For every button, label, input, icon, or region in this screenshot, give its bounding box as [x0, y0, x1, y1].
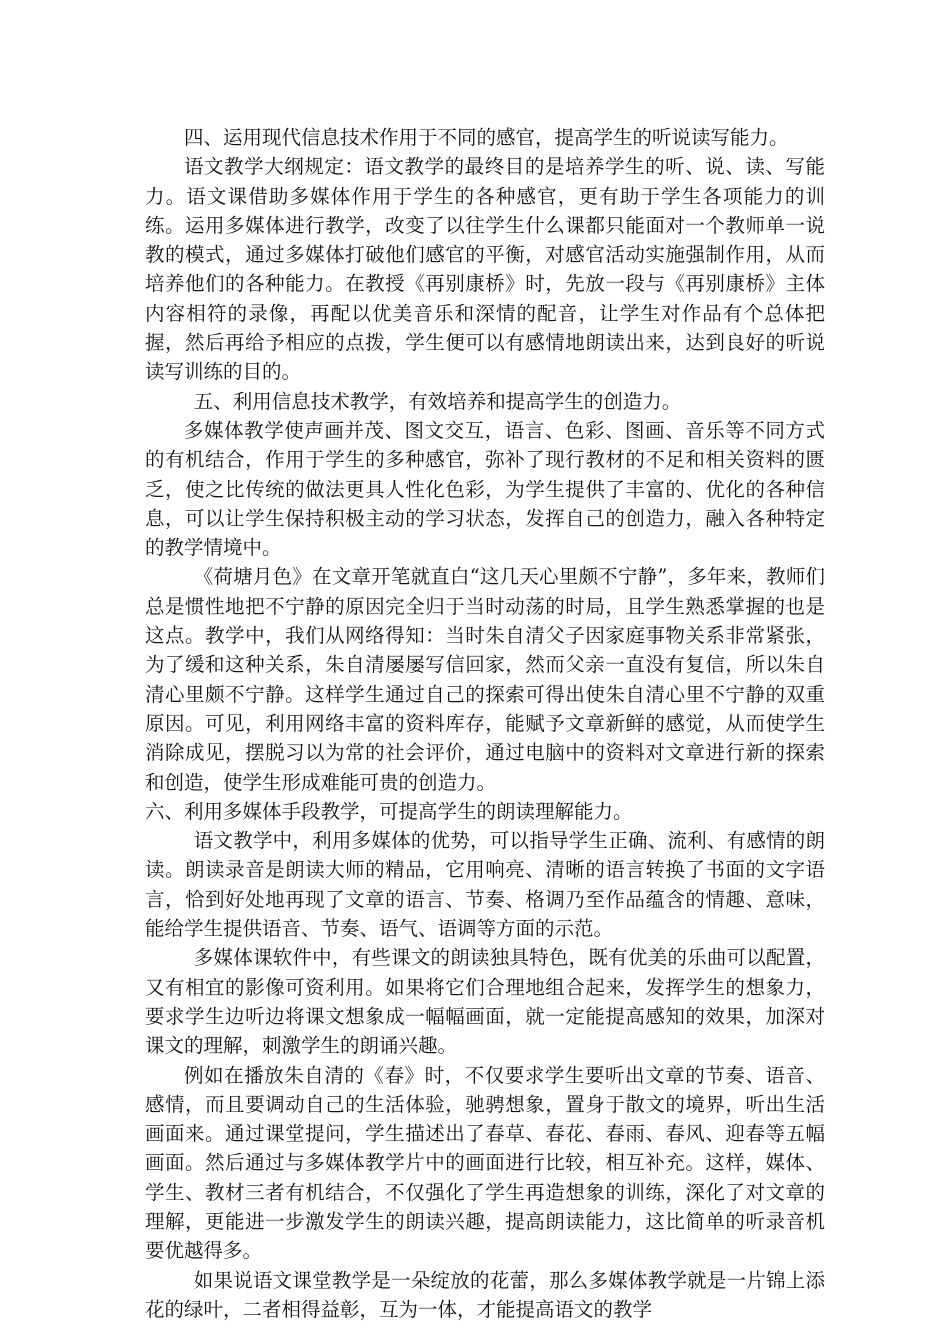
section-heading-6: 六、利用多媒体手段教学，可提高学生的朗读理解能力。 [145, 799, 633, 823]
body-paragraph: 语文教学中，利用多媒体的优势，可以指导学生正确、流利、有感情的朗读。朗读录音是朗读大师的精品，它用响亮、清晰的语言转换了书面的文字语言，恰到好处地再现了文章的语言、节奏、格调乃至作品蕴含的情趣、意味，能给学生提供语音、节奏、语气、语调等方面的示范。 [145, 829, 825, 941]
body-paragraph: 语文教学大纲规定：语文教学的最终目的是培养学生的听、说、读、写能力。语文课借助多媒体作用于学生的各种感官，更有助于学生各项能力的训练。运用多媒体进行教学，改变了以往学生什么课都只能面对一个教师单一说教的模式，通过多媒体打破他们感官的平衡，对感官活动实施强制作用，从而培养他们的各种能力。在教授《再别康桥》时，先放一段与《再别康桥》主体内容相符的录像，再配以优美音乐和深情的配音，让学生对作品有个总体把握，然后再给予相应的点拨，学生便可以有感情地朗读出来，达到良好的听说读写训练的目的。 [145, 155, 825, 384]
document-page [145, 123, 825, 1324]
body-paragraph: 多媒体教学使声画并茂、图文交互，语言、色彩、图画、音乐等不同方式的有机结合，作用于学生的多种感官，弥补了现行教材的不足和相关资料的匮乏，使之比传统的做法更具人性化色彩，为学生提供了丰富的、优化的各种信息，可以让学生保持积极主动的学习状态，发挥自己的创造力，融入各种特定的教学情境中。 [145, 418, 825, 560]
body-paragraph: 例如在播放朱自清的《春》时，不仅要求学生要听出文章的节奏、语音、感情，而且要调动自己的生活体验，驰骋想象，置身于散文的境界，听出生活画面来。通过课堂提问，学生描述出了春草、春花、春雨、春风、迎春等五幅画面。然后通过与多媒体教学片中的画面进行比较，相互补充。这样，媒体、学生、教材三者有机结合，不仅强化了学生再造想象的训练，深化了对文章的理解，更能进一步激发学生的朗读兴趣，提高朗读能力，这比简单的听录音机要优越得多。 [145, 1063, 825, 1263]
section-heading-5: 五、利用信息技术教学，有效培养和提高学生的创造力。 [193, 389, 682, 413]
body-paragraph: 《荷塘月色》在文章开笔就直白“这几天心里颇不宁静”，多年来，教师们总是惯性地把不宁静的原因完全归于当时动荡的时局，且学生熟悉掌握的也是这点。教学中，我们从网络得知：当时朱自清父子因家庭事物关系非常紧张，为了缓和这种关系，朱自清屡屡写信回家，然而父亲一直没有复信，所以朱自清心里颇不宁静。这样学生通过自己的探索可得出使朱自清心里不宁静的双重原因。可见，利用网络丰富的资料库存，能赋予文章新鲜的感觉，从而使学生消除成见，摆脱习以为常的社会评价，通过电脑中的资料对文章进行新的探索和创造，使学生形成难能可贵的创造力。 [145, 565, 825, 794]
body-paragraph: 如果说语文课堂教学是一朵绽放的花蕾，那么多媒体教学就是一片锦上添花的绿叶，二者相得益彰，互为一体，才能提高语文的教学 [145, 1268, 825, 1321]
body-paragraph: 多媒体课软件中，有些课文的朗读独具特色，既有优美的乐曲可以配置，又有相宜的影像可资利用。如果将它们合理地组合起来，发挥学生的想象力，要求学生边听边将课文想象成一幅幅画面，就一定能提高感知的效果，加深对课文的理解，刺激学生的朗诵兴趣。 [145, 946, 825, 1058]
section-heading-4: 四、运用现代信息技术作用于不同的感官，提高学生的听说读写能力。 [184, 126, 789, 149]
